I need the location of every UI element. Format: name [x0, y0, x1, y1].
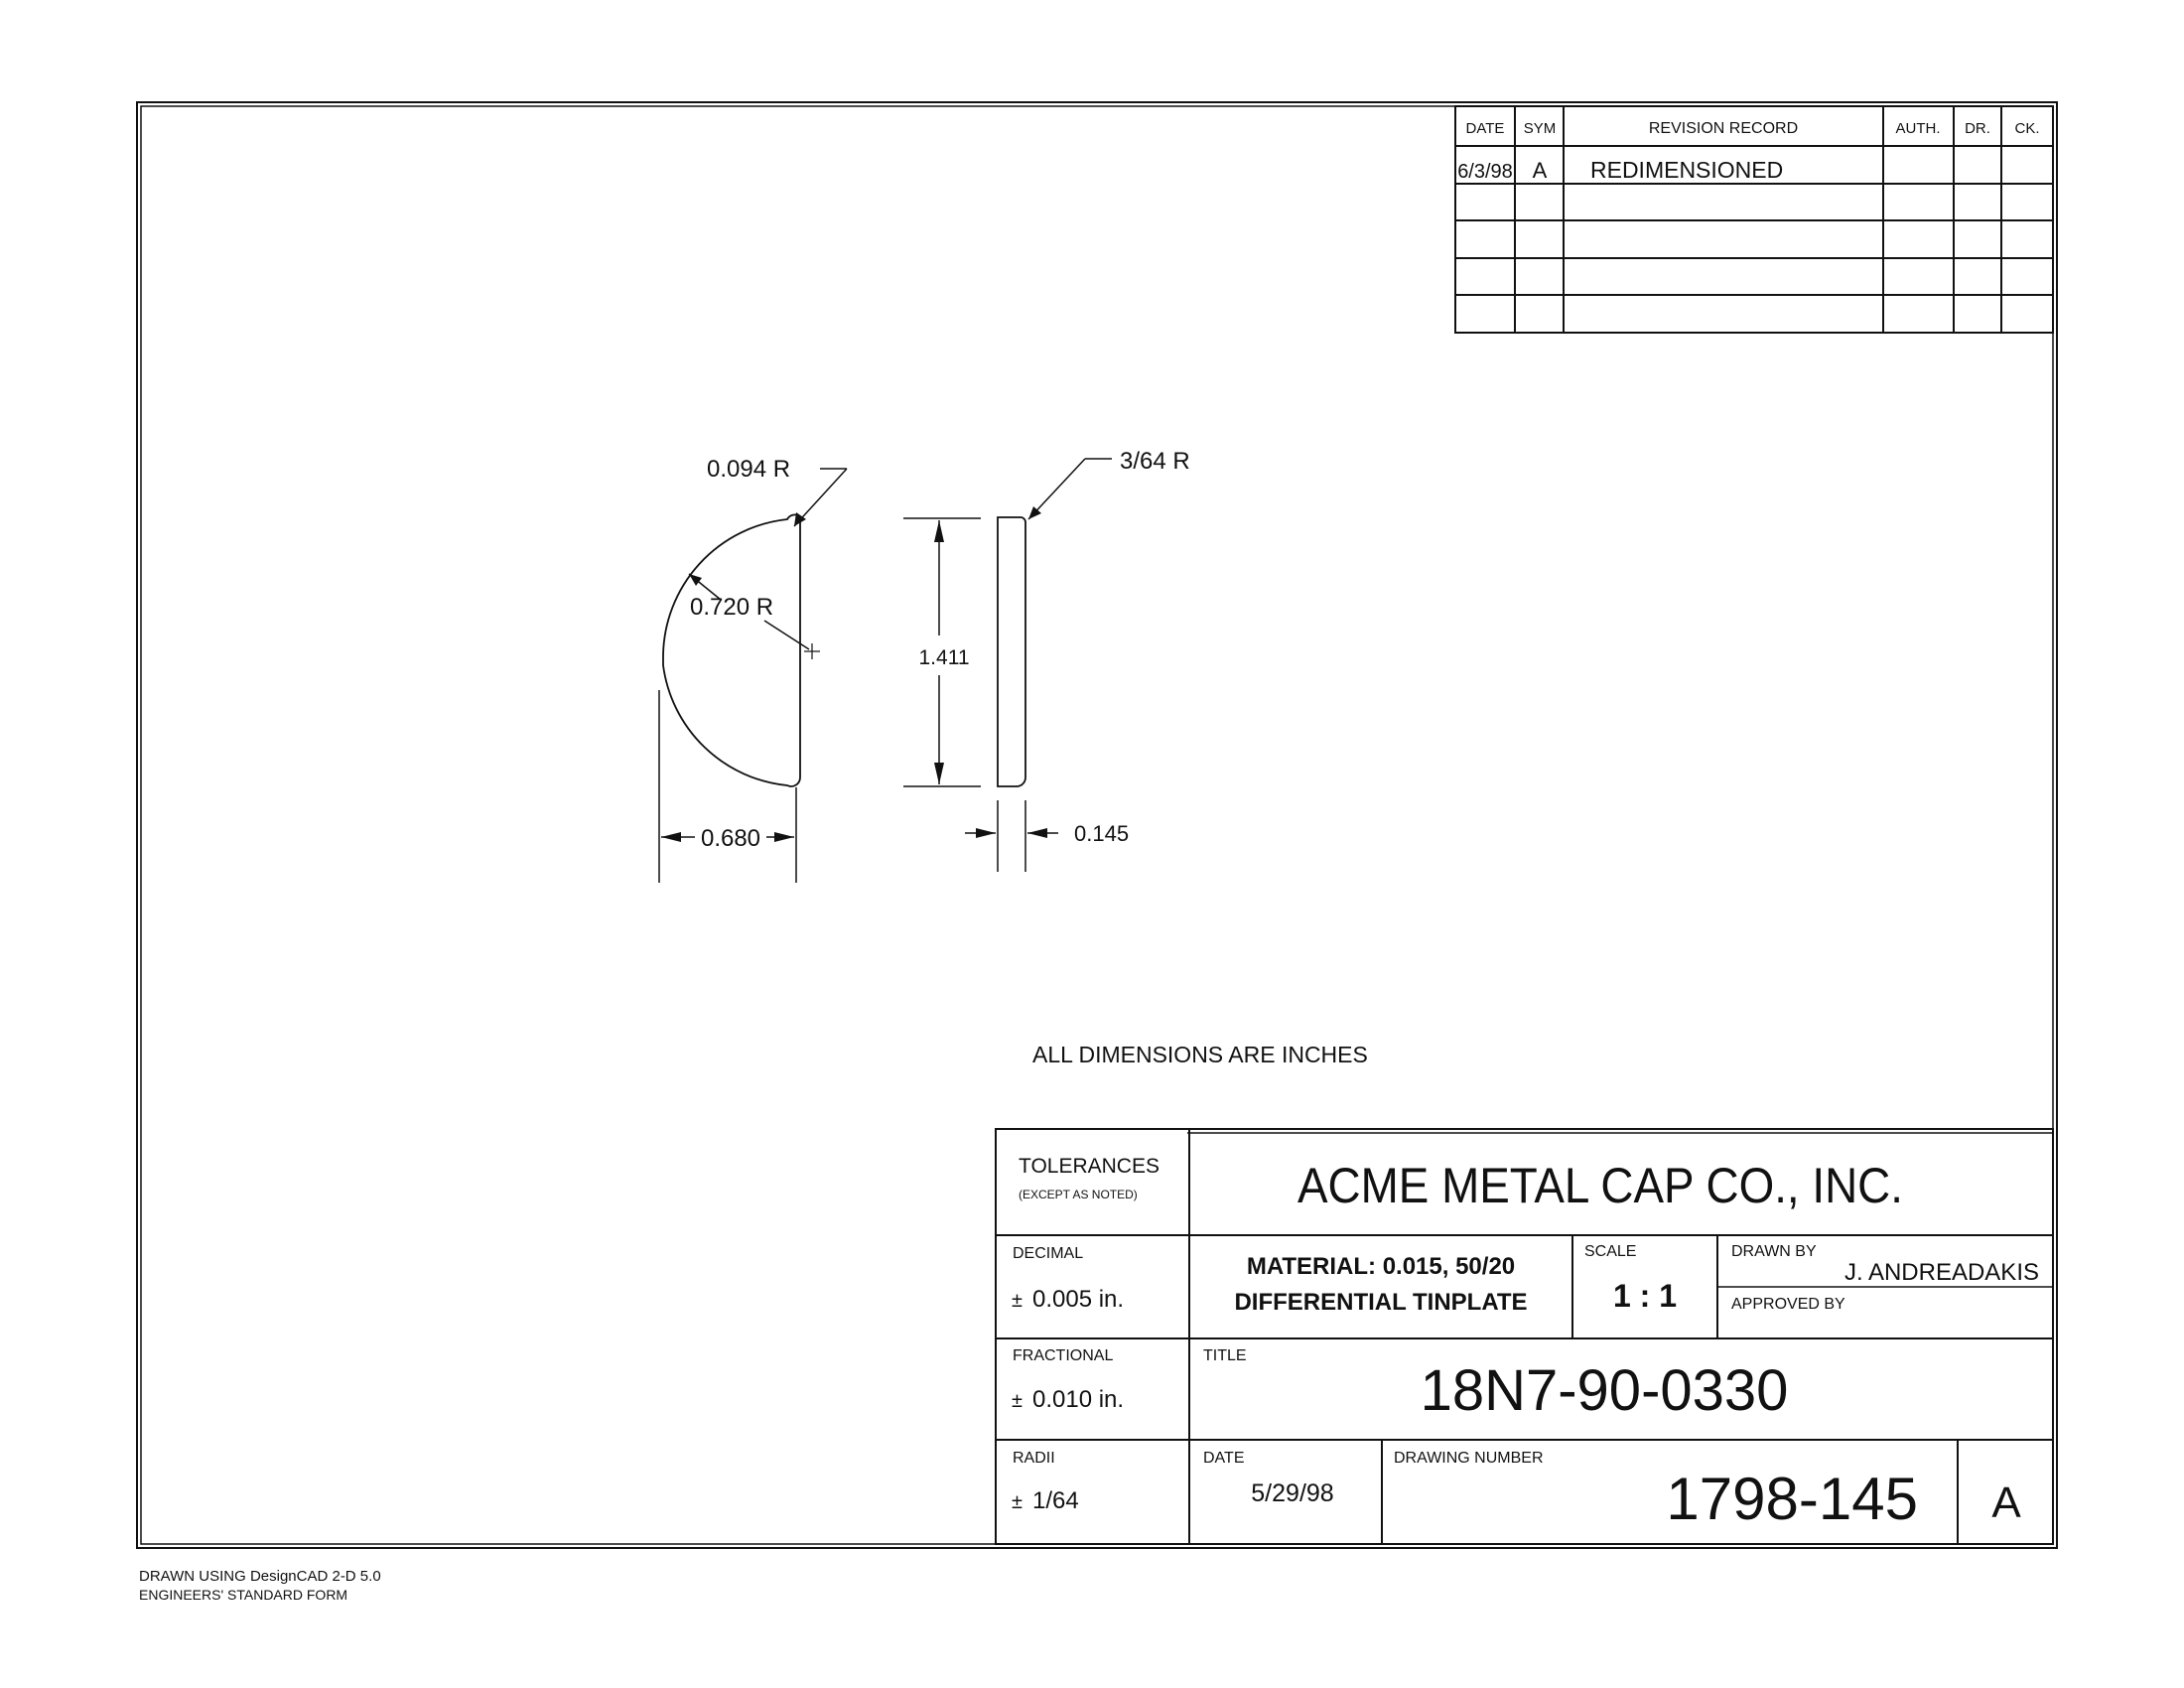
radii-value: 1/64 — [1032, 1487, 1079, 1514]
scale-label: SCALE — [1584, 1243, 1637, 1260]
footer-line-1: DRAWN USING DesignCAD 2-D 5.0 — [139, 1568, 381, 1585]
rev-row-record: REDIMENSIONED — [1590, 157, 1784, 183]
footer-line-2: ENGINEERS' STANDARD FORM — [139, 1587, 348, 1603]
rev-header-dr: DR. — [1965, 120, 1990, 137]
rev-header-date: DATE — [1465, 120, 1505, 137]
rev-header-ck: CK. — [2014, 120, 2040, 137]
label-side-radius: 3/64 R — [1120, 448, 1190, 475]
radii-plus-minus: ± — [1012, 1491, 1023, 1513]
drawn-by-value: J. ANDREADAKIS — [1843, 1259, 2039, 1286]
drawing-number-value: 1798-145 — [1666, 1466, 1918, 1532]
rev-header-record: REVISION RECORD — [1648, 120, 1799, 137]
rev-header-sym: SYM — [1523, 120, 1557, 137]
material-line-1: MATERIAL: 0.015, 50/20 — [1246, 1253, 1516, 1280]
fractional-plus-minus: ± — [1012, 1390, 1023, 1412]
decimal-label: DECIMAL — [1013, 1245, 1084, 1262]
title-label: TITLE — [1203, 1347, 1247, 1364]
dimensions-note: ALL DIMENSIONS ARE INCHES — [1032, 1042, 1368, 1067]
drawn-by-label: DRAWN BY — [1731, 1243, 1817, 1260]
title-block — [996, 1129, 2053, 1544]
revision-block — [1455, 106, 2053, 333]
date-label: DATE — [1203, 1450, 1245, 1467]
revision-letter: A — [1991, 1478, 2021, 1527]
tolerances-sub: (EXCEPT AS NOTED) — [1019, 1188, 1138, 1201]
front-view-outline — [663, 514, 800, 786]
rev-header-auth: AUTH. — [1895, 120, 1941, 137]
label-front-width: 0.680 — [700, 825, 761, 852]
side-view-outline — [998, 517, 1025, 786]
rev-row-date: 6/3/98 — [1457, 161, 1513, 183]
approved-by-label: APPROVED BY — [1731, 1296, 1845, 1313]
decimal-plus-minus: ± — [1012, 1290, 1023, 1312]
side-view — [903, 448, 1190, 872]
drawing-number-label: DRAWING NUMBER — [1394, 1450, 1544, 1467]
rev-row-sym: A — [1532, 158, 1548, 183]
material-line-2: DIFFERENTIAL TINPLATE — [1234, 1289, 1528, 1316]
label-side-height: 1.411 — [918, 646, 970, 669]
radii-label: RADII — [1013, 1450, 1055, 1467]
tolerances-label: TOLERANCES — [1019, 1155, 1160, 1178]
scale-value: 1 : 1 — [1612, 1278, 1678, 1314]
fractional-label: FRACTIONAL — [1013, 1347, 1114, 1364]
title-value: 18N7-90-0330 — [1420, 1358, 1789, 1423]
fractional-value: 0.010 in. — [1032, 1386, 1125, 1413]
label-top-radius: 0.094 R — [707, 456, 791, 483]
company-name: ACME METAL CAP CO., INC. — [1297, 1158, 1903, 1213]
front-view — [659, 456, 847, 883]
label-side-thickness: 0.145 — [1074, 821, 1130, 846]
date-value: 5/29/98 — [1251, 1479, 1334, 1507]
decimal-value: 0.005 in. — [1032, 1286, 1125, 1313]
label-arc-radius: 0.720 R — [690, 594, 774, 621]
